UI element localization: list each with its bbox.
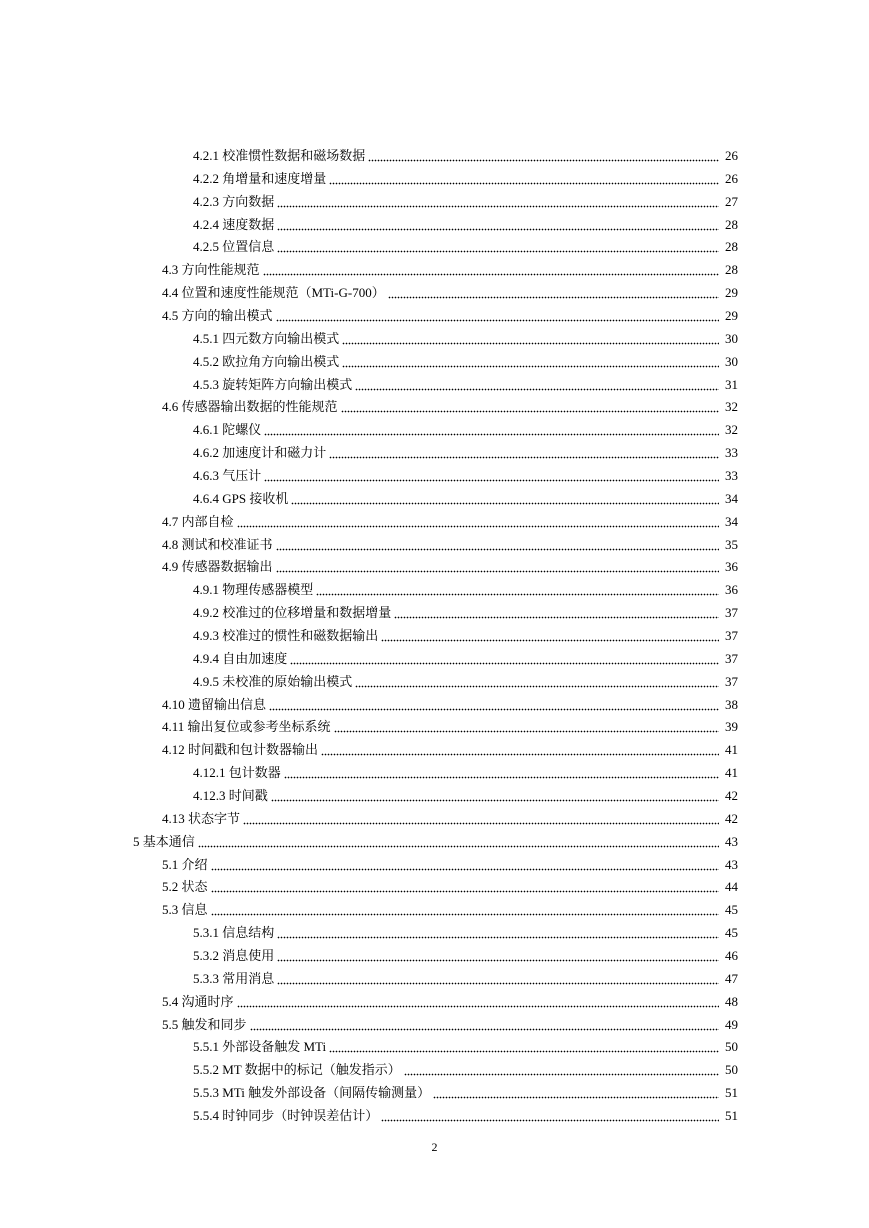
toc-entry-page: 28: [725, 262, 738, 278]
toc-entry-label: 4.2.5 位置信息: [193, 239, 275, 255]
toc-entry-page: 46: [725, 948, 738, 964]
toc-dot-leader: [341, 400, 719, 413]
toc-dot-leader: [277, 240, 719, 253]
toc-entry-page: 32: [725, 399, 738, 415]
toc-dot-leader: [381, 629, 719, 642]
toc-entry[interactable]: [193, 464, 738, 487]
toc-entry-label: 5.4 沟通时序: [162, 993, 234, 1009]
toc-dot-leader: [237, 995, 719, 1008]
toc-entry-label: 5.3 信息: [162, 902, 208, 918]
toc-entry-label: 4.9.5 未校准的原始输出模式: [193, 673, 353, 689]
toc-dot-leader: [368, 149, 719, 162]
toc-entry[interactable]: [162, 395, 738, 418]
toc-entry-page: 26: [725, 170, 738, 186]
toc-dot-leader: [404, 1063, 719, 1076]
toc-entry-page: 31: [725, 376, 738, 392]
toc-entry-label: 4.9.1 物理传感器模型: [193, 582, 314, 598]
toc-entry-label: 4.5.3 旋转矩阵方向输出模式: [193, 376, 353, 392]
toc-dot-leader: [264, 423, 719, 436]
toc-dot-leader: [198, 835, 719, 848]
toc-entry[interactable]: [162, 990, 738, 1013]
toc-entry-page: 28: [725, 216, 738, 232]
toc-dot-leader: [433, 1086, 719, 1099]
toc-entry-page: 43: [725, 833, 738, 849]
toc-entry[interactable]: [162, 807, 738, 830]
toc-entry-label: 4.6.4 GPS 接收机: [193, 490, 289, 506]
toc-dot-leader: [277, 926, 719, 939]
toc-entry-label: 5.1 介绍: [162, 856, 208, 872]
toc-dot-leader: [277, 972, 719, 985]
toc-entry-label: 5.5.2 MT 数据中的标记（触发指示）: [193, 1062, 401, 1078]
toc-entry-page: 45: [725, 902, 738, 918]
toc-entry-page: 47: [725, 970, 738, 986]
toc-entry-page: 43: [725, 856, 738, 872]
toc-entry[interactable]: [193, 1058, 738, 1081]
toc-dot-leader: [290, 652, 719, 665]
toc-entry-label: 5.5.4 时钟同步（时钟误差估计）: [193, 1108, 379, 1124]
toc-dot-leader: [291, 492, 719, 505]
toc-entry-label: 4.7 内部自检: [162, 513, 234, 529]
toc-entry-label: 4.6.2 加速度计和磁力计: [193, 445, 327, 461]
toc-dot-leader: [237, 515, 719, 528]
toc-dot-leader: [211, 858, 719, 871]
toc-entry[interactable]: [193, 1104, 738, 1127]
toc-dot-leader: [388, 286, 719, 299]
toc-entry-label: 5.3.1 信息结构: [193, 925, 275, 941]
toc-entry-label: 4.6.3 气压计: [193, 467, 262, 483]
toc-entry-label: 4.2.2 角增量和速度增量: [193, 170, 327, 186]
toc-entry-page: 36: [725, 582, 738, 598]
toc-entry-page: 26: [725, 147, 738, 163]
toc-entry[interactable]: [162, 533, 738, 556]
toc-entry[interactable]: [133, 830, 738, 853]
toc-entry-label: 5.3.2 消息使用: [193, 948, 275, 964]
toc-dot-leader: [284, 766, 719, 779]
toc-entry-page: 29: [725, 307, 738, 323]
toc-entry[interactable]: [193, 441, 738, 464]
toc-entry-page: 30: [725, 353, 738, 369]
toc-entry-label: 4.5.1 四元数方向输出模式: [193, 330, 340, 346]
toc-dot-leader: [264, 469, 719, 482]
toc-entry-page: 37: [725, 650, 738, 666]
toc-entry-label: 4.5 方向的输出模式: [162, 307, 273, 323]
toc-entry[interactable]: [193, 167, 738, 190]
toc-dot-leader: [329, 1040, 719, 1053]
toc-dot-leader: [211, 903, 719, 916]
toc-entry-page: 37: [725, 627, 738, 643]
toc-entry[interactable]: [193, 373, 738, 396]
toc-entry-page: 35: [725, 536, 738, 552]
toc-dot-leader: [329, 446, 719, 459]
toc-entry-page: 29: [725, 285, 738, 301]
toc-dot-leader: [334, 720, 719, 733]
toc-dot-leader: [394, 606, 719, 619]
toc-entry-page: 37: [725, 605, 738, 621]
toc-entry-page: 41: [725, 742, 738, 758]
toc-entry-page: 42: [725, 810, 738, 826]
toc-entry-page: 50: [725, 1039, 738, 1055]
toc-entry-page: 39: [725, 719, 738, 735]
toc-dot-leader: [276, 309, 719, 322]
toc-entry-label: 4.12.3 时间戳: [193, 788, 268, 803]
toc-entry-page: 34: [725, 490, 738, 506]
toc-entry-label: 4.13 状态字节: [162, 810, 241, 826]
toc-dot-leader: [355, 378, 719, 391]
toc-entry[interactable]: [162, 716, 738, 739]
toc-entry[interactable]: [193, 967, 738, 990]
toc-entry-label: 4.10 遗留输出信息: [162, 696, 267, 712]
toc-dot-leader: [276, 538, 719, 551]
toc-entry[interactable]: [193, 1081, 738, 1104]
toc-entry-label: 4.6.1 陀螺仪: [193, 422, 262, 438]
toc-entry-label: 4.9.2 校准过的位移增量和数据增量: [193, 605, 392, 621]
toc-entry-page: 49: [725, 1016, 738, 1032]
toc-entry[interactable]: [162, 555, 738, 578]
toc-entry[interactable]: [193, 670, 738, 693]
toc-entry[interactable]: [193, 624, 738, 647]
toc-dot-leader: [329, 172, 719, 185]
toc-entry-page: 30: [725, 330, 738, 346]
toc-entry[interactable]: [193, 487, 738, 510]
toc-entry-label: 4.5.2 欧拉角方向输出模式: [193, 353, 340, 369]
toc-entry[interactable]: [193, 761, 738, 784]
toc-entry[interactable]: [162, 853, 738, 876]
toc-entry[interactable]: [162, 1013, 738, 1036]
toc-entry-page: 44: [725, 879, 738, 895]
toc-entry-page: 33: [725, 445, 738, 461]
toc-entry[interactable]: [193, 784, 738, 807]
toc-dot-leader: [342, 332, 719, 345]
toc-entry-label: 4.11 输出复位或参考坐标系统: [162, 719, 331, 735]
toc-entry-label: 5.2 状态: [162, 879, 208, 895]
toc-entry[interactable]: [193, 601, 738, 624]
toc-dot-leader: [316, 583, 719, 596]
toc-entry-label: 5.5.1 外部设备触发 MTi: [193, 1039, 327, 1055]
toc-dot-leader: [321, 743, 719, 756]
toc-entry[interactable]: [162, 738, 738, 761]
toc-entry-page: 27: [725, 193, 738, 209]
toc-entry[interactable]: [162, 898, 738, 921]
toc-entry-label: 4.3 方向性能规范: [162, 262, 260, 278]
toc-entry[interactable]: [193, 213, 738, 236]
toc-entry[interactable]: [162, 281, 738, 304]
toc-entry-label: 4.2.3 方向数据: [193, 193, 275, 209]
toc-entry-label: 4.8 测试和校准证书: [162, 536, 273, 552]
toc-entry[interactable]: [162, 258, 738, 281]
toc-entry[interactable]: [162, 510, 738, 533]
toc-entry-page: 37: [725, 673, 738, 689]
toc-entry-label: 5.5.3 MTi 触发外部设备（间隔传输测量）: [193, 1085, 431, 1101]
toc-entry-label: 4.9 传感器数据输出: [162, 559, 273, 575]
toc-entry-label: 4.2.1 校准惯性数据和磁场数据: [193, 147, 366, 163]
toc-entry-label: 4.9.4 自由加速度: [193, 650, 288, 666]
toc-dot-leader: [243, 812, 719, 825]
page-number: 2: [431, 1140, 438, 1154]
toc-entry[interactable]: [162, 693, 738, 716]
toc-entry[interactable]: [193, 944, 738, 967]
toc-entry-label: 4.12 时间戳和包计数器输出: [162, 742, 319, 758]
toc-dot-leader: [276, 560, 719, 573]
toc-entry[interactable]: [193, 647, 738, 670]
toc-entry[interactable]: [193, 235, 738, 258]
toc-entry-label: 4.6 传感器输出数据的性能规范: [162, 399, 338, 415]
toc-entry[interactable]: [193, 327, 738, 350]
toc-entry-page: 50: [725, 1062, 738, 1078]
toc-entry[interactable]: [193, 418, 738, 441]
toc-dot-leader: [277, 949, 719, 962]
toc-entry-page: 41: [725, 765, 738, 781]
toc-dot-leader: [381, 1109, 719, 1122]
toc-entry-page: 51: [725, 1085, 738, 1101]
toc-entry-label: 4.4 位置和速度性能规范（MTi-G-700）: [162, 285, 385, 301]
toc-dot-leader: [250, 1018, 719, 1031]
toc-entry[interactable]: [193, 921, 738, 944]
toc-dot-leader: [211, 880, 719, 893]
toc-entry-page: 34: [725, 513, 738, 529]
toc-entry[interactable]: [193, 1036, 738, 1059]
toc-entry-label: 4.12.1 包计数器: [193, 765, 281, 781]
toc-entry-label: 5.3.3 常用消息: [193, 970, 275, 986]
toc-dot-leader: [269, 698, 719, 711]
toc-entry[interactable]: [162, 876, 738, 899]
toc-entry[interactable]: [193, 350, 738, 373]
toc-entry[interactable]: [193, 144, 738, 167]
toc-entry-label: 5 基本通信: [133, 833, 195, 849]
toc-dot-leader: [277, 195, 719, 208]
toc-entry-page: 28: [725, 239, 738, 255]
toc-entry[interactable]: [193, 578, 738, 601]
toc-entry-page: 36: [725, 559, 738, 575]
toc-dot-leader: [342, 355, 719, 368]
toc-entry-label: 5.5 触发和同步: [162, 1016, 247, 1032]
toc-entry-page: 48: [725, 993, 738, 1009]
toc-entry-page: 33: [725, 467, 738, 483]
toc-dot-leader: [277, 218, 719, 231]
toc-entry-label: 4.2.4 速度数据: [193, 216, 275, 232]
toc-entry-page: 38: [725, 696, 738, 712]
toc-entry-label: 4.9.3 校准过的惯性和磁数据输出: [193, 627, 379, 643]
toc-entry-page: 42: [725, 788, 738, 803]
toc-entry-page: 45: [725, 925, 738, 941]
toc-entry[interactable]: [193, 190, 738, 213]
toc-dot-leader: [355, 675, 719, 688]
toc-dot-leader: [271, 789, 719, 802]
toc-entry[interactable]: [162, 304, 738, 327]
toc-entry-page: 51: [725, 1108, 738, 1124]
toc-entry-page: 32: [725, 422, 738, 438]
toc-dot-leader: [263, 263, 719, 276]
